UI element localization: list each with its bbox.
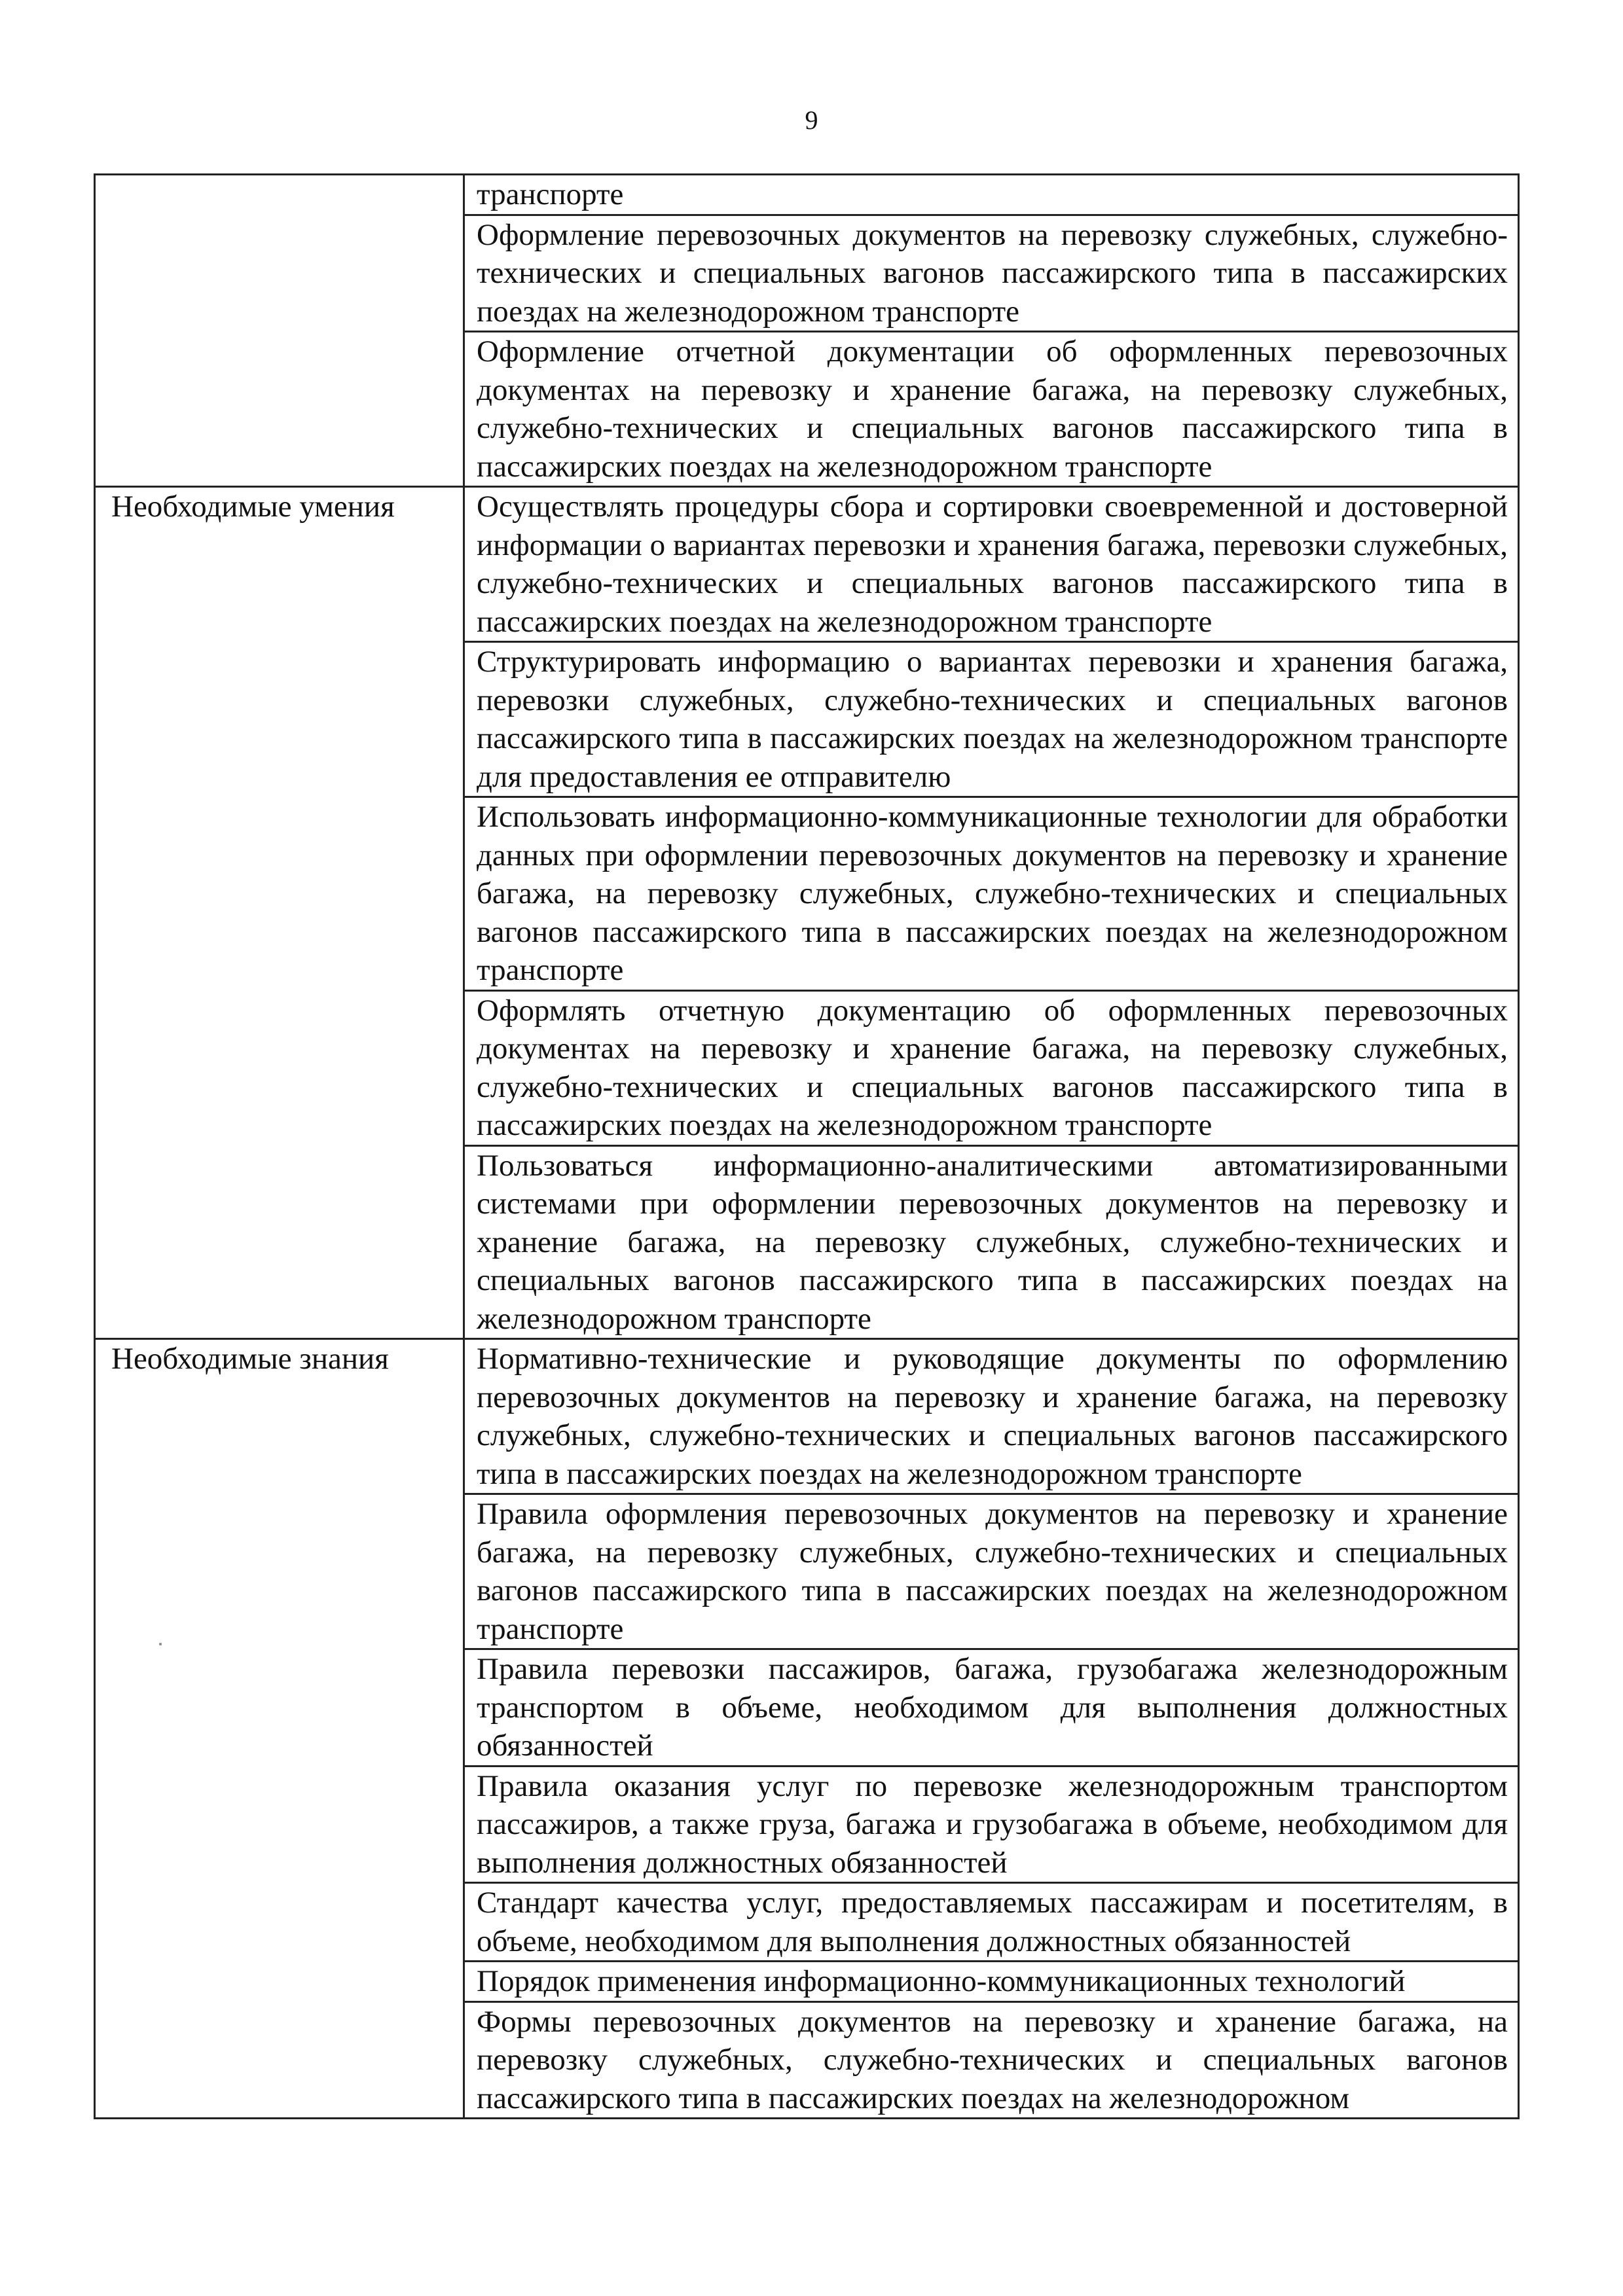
table-cell-text: Правила оказания услуг по перевозке железнодорожным транспортом пассажиров, а также груза, багажа и грузобагажа в объеме, необходимом для выполнения должностных обязанностей [464,1766,1519,1883]
table-cell-text: Нормативно-технические и руководящие документы по оформлению перевозочных документов на перевозку и хранение багажа, на перевозку служебных, служебно-технических и специальных вагонов пассажирского типа в пассажирских поездах на железнодорожном транспорте [464,1339,1519,1494]
row-label-required-knowledge: Необходимые знания [95,1339,464,2119]
table-cell-text: Пользоваться информационно-аналитическими автоматизированными системами при оформлении перевозочных документов на перевозку и хранение багажа, на перевозку служебных, служебно-технических и специальных вагонов пассажирского типа в пассажирских поездах на железнодорожном транспорте [464,1145,1519,1339]
table-cell-text: Оформлять отчетную документацию об оформленных перевозочных документах на перевозку и хранение багажа, на перевозку служебных, служебно-технических и специальных вагонов пассажирского типа в пассажирских поездах на железнодорожном транспорте [464,990,1519,1145]
table-cell-text: Осуществлять процедуры сбора и сортировки своевременной и достоверной информации о вариантах перевозки и хранения багажа, перевозки служебных, служебно-технических и специальных вагонов пассажирского типа в пассажирских поездах на железнодорожном транспорте [464,487,1519,642]
table-cell-text: Использовать информационно-коммуникационные технологии для обработки данных при оформлении перевозочных документов на перевозку и хранение багажа, на перевозку служебных, служебно-технических и специальных вагонов пассажирского типа в пассажирских поездах на железнодорожном транспорте [464,797,1519,991]
table-row [95,1339,1519,1494]
page-number: 9 [805,105,818,135]
table-cell-text: транспорте [464,175,1519,215]
table-row [95,487,1519,642]
table-cell-text: Формы перевозочных документов на перевозку и хранение багажа, на перевозку служебных, служебно-технических и специальных вагонов пассажирского типа в пассажирских поездах на железнодорожном [464,2001,1519,2119]
scan-speck [159,1643,162,1645]
row-label-required-skills: Необходимые умения [95,487,464,1339]
table-cell-text: Оформление перевозочных документов на перевозку служебных, служебно-технических и специальных вагонов пассажирского типа в пассажирских поездах на железнодорожном транспорте [464,215,1519,332]
table-cell-text: Оформление отчетной документации об оформленных перевозочных документах на перевозку и хранение багажа, на перевозку служебных, служебно-технических и специальных вагонов пассажирского типа в пассажирских поездах на железнодорожном транспорте [464,332,1519,487]
row-label-continuation [95,175,464,487]
table-cell-text: Правила оформления перевозочных документов на перевозку и хранение багажа, на перевозку служебных, служебно-технических и специальных вагонов пассажирского типа в пассажирских поездах на железнодорожном транспорте [464,1494,1519,1649]
table-cell-text: Правила перевозки пассажиров, багажа, грузобагажа железнодорожным транспортом в объеме, необходимом для выполнения должностных обязанностей [464,1649,1519,1767]
table-row [95,175,1519,215]
requirements-table [94,173,1520,2119]
table-cell-text: Структурировать информацию о вариантах перевозки и хранения багажа, перевозки служебных, служебно-технических и специальных вагонов пассажирского типа в пассажирских поездах на железнодорожном транспорте для предоставления ее отправителю [464,642,1519,797]
table-cell-text: Порядок применения информационно-коммуникационных технологий [464,1962,1519,2002]
table-cell-text: Стандарт качества услуг, предоставляемых пассажирам и посетителям, в объеме, необходимом для выполнения должностных обязанностей [464,1883,1519,1962]
